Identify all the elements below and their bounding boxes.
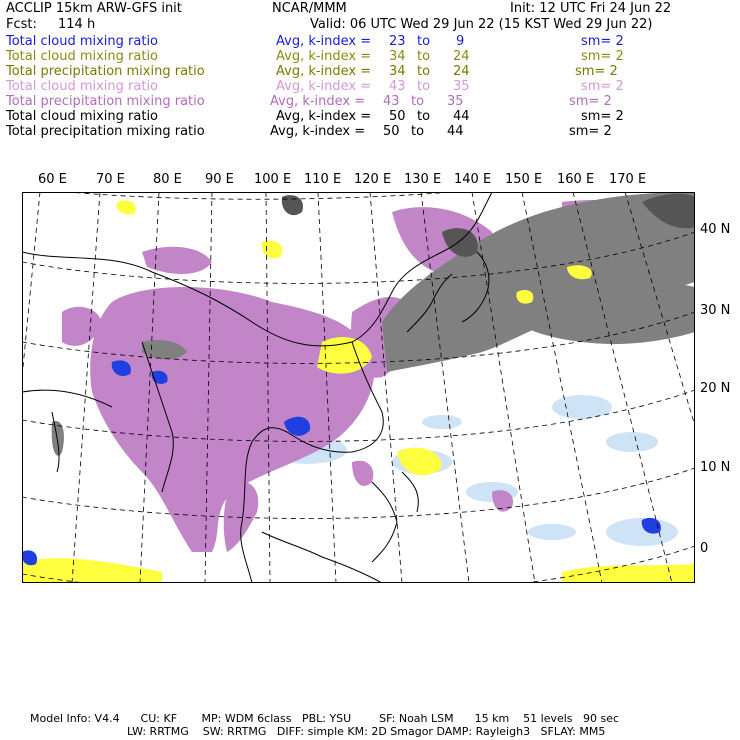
field-k-to: 35 xyxy=(447,94,464,109)
latitude-label: 0 xyxy=(700,541,709,556)
field-name: Total precipitation mixing ratio xyxy=(6,94,205,109)
field-name: Total cloud mixing ratio xyxy=(6,34,159,49)
field-sm: sm= 2 xyxy=(581,34,624,49)
longitude-label: 100 E xyxy=(254,172,292,187)
model-info-line1: Model Info: V4.4 CU: KF MP: WDM 6class PBL: YSU SF: Noah LSM 15 km 51 levels 90 sec xyxy=(30,712,620,725)
longitude-label: 140 E xyxy=(454,172,492,187)
field-sm: sm= 2 xyxy=(569,124,612,139)
longitude-label: 170 E xyxy=(609,172,647,187)
valid-time: Valid: 06 UTC Wed 29 Jun 22 (15 KST Wed 29 Jun 22) xyxy=(310,17,653,32)
field-avg: Avg, k-index = xyxy=(276,34,372,49)
longitude-label: 70 E xyxy=(96,172,125,187)
longitude-label: 80 E xyxy=(153,172,182,187)
field-name: Total cloud mixing ratio xyxy=(6,79,159,94)
field-k-from: 50 xyxy=(389,109,406,124)
field-avg: Avg, k-index = xyxy=(276,64,372,79)
field-k-to: 24 xyxy=(453,49,470,64)
org-label: NCAR/MMM xyxy=(272,1,347,16)
longitude-label: 130 E xyxy=(404,172,442,187)
forecast-label: Fcst: xyxy=(6,17,37,32)
latitude-label: 40 N xyxy=(700,222,731,237)
legend-row xyxy=(6,109,726,124)
weather-map xyxy=(22,192,695,583)
field-avg: Avg, k-index = xyxy=(270,94,366,109)
field-sm: sm= 2 xyxy=(581,49,624,64)
latitude-label: 10 N xyxy=(700,460,731,475)
field-sm: sm= 2 xyxy=(581,109,624,124)
field-k-to: 44 xyxy=(447,124,464,139)
legend-row xyxy=(6,34,726,49)
longitude-label: 160 E xyxy=(557,172,595,187)
legend-row xyxy=(6,79,726,94)
field-name: Total precipitation mixing ratio xyxy=(6,124,205,139)
field-k-from: 50 xyxy=(383,124,400,139)
field-k-from: 34 xyxy=(389,64,406,79)
field-k-to: 9 xyxy=(456,34,465,49)
field-avg: Avg, k-index = xyxy=(276,79,372,94)
field-to: to xyxy=(417,49,431,64)
init-time: Init: 12 UTC Fri 24 Jun 22 xyxy=(510,1,672,16)
field-sm: sm= 2 xyxy=(581,79,624,94)
model-info-line2: LW: RRTMG SW: RRTMG DIFF: simple KM: 2D Smagor DAMP: Rayleigh3 SFLAY: MM5 xyxy=(127,725,606,738)
field-to: to xyxy=(417,64,431,79)
field-sm: sm= 2 xyxy=(575,64,618,79)
latitude-label: 30 N xyxy=(700,303,731,318)
legend-row xyxy=(6,94,726,109)
field-k-to: 24 xyxy=(453,64,470,79)
field-k-from: 34 xyxy=(389,49,406,64)
legend-row xyxy=(6,49,726,64)
field-to: to xyxy=(411,94,425,109)
field-avg: Avg, k-index = xyxy=(276,49,372,64)
field-to: to xyxy=(417,109,431,124)
forecast-hours: 114 h xyxy=(58,17,96,32)
field-avg: Avg, k-index = xyxy=(276,109,372,124)
field-k-to: 35 xyxy=(453,79,470,94)
longitude-label: 120 E xyxy=(354,172,392,187)
field-to: to xyxy=(417,79,431,94)
field-name: Total cloud mixing ratio xyxy=(6,49,159,64)
field-sm: sm= 2 xyxy=(569,94,612,109)
longitude-label: 90 E xyxy=(205,172,234,187)
legend-row xyxy=(6,124,726,139)
longitude-label: 110 E xyxy=(304,172,342,187)
model-title: ACCLIP 15km ARW-GFS init xyxy=(6,1,182,16)
longitude-label: 60 E xyxy=(38,172,67,187)
field-to: to xyxy=(411,124,425,139)
field-k-to: 44 xyxy=(453,109,470,124)
longitude-label: 150 E xyxy=(505,172,543,187)
field-k-from: 43 xyxy=(389,79,406,94)
legend-row xyxy=(6,64,726,79)
field-k-from: 23 xyxy=(389,34,406,49)
field-name: Total precipitation mixing ratio xyxy=(6,64,205,79)
field-avg: Avg, k-index = xyxy=(270,124,366,139)
field-k-from: 43 xyxy=(383,94,400,109)
field-to: to xyxy=(417,34,431,49)
field-name: Total cloud mixing ratio xyxy=(6,109,159,124)
latitude-label: 20 N xyxy=(700,381,731,396)
